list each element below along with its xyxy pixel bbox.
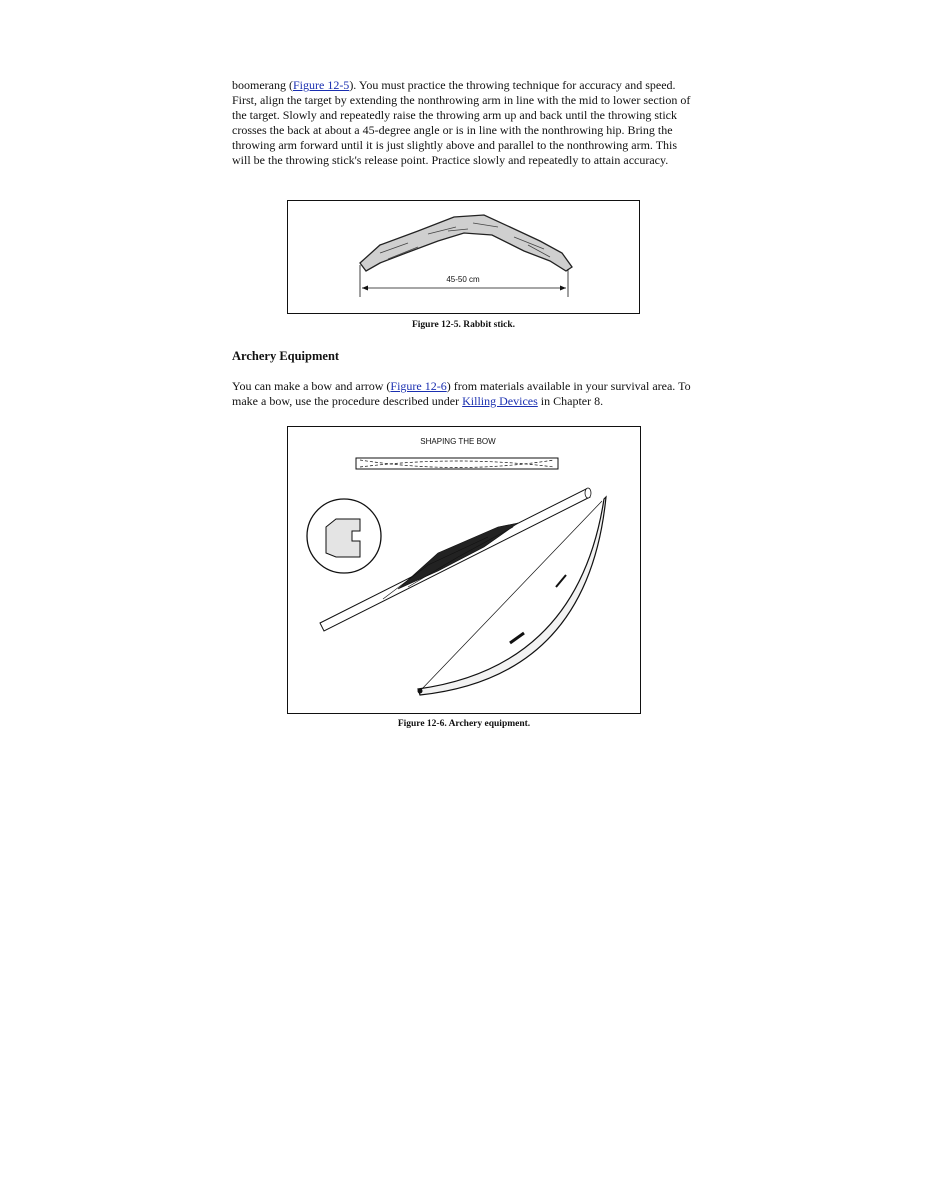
measure-label: 45-50 cm [446, 275, 480, 284]
arrow-end [585, 488, 591, 498]
archery-equipment-figure [287, 426, 641, 714]
figure-12-5-link[interactable]: Figure 12-5 [292, 78, 350, 92]
bow-handle-wrap [510, 633, 524, 643]
rabbit-stick-illustration [288, 201, 641, 315]
arrow-fletching [398, 523, 518, 589]
killing-devices-link[interactable]: Killing Devices [462, 393, 538, 408]
archery-illustration [288, 427, 642, 715]
bow-tip [418, 689, 423, 694]
paragraph-text: boomerang ( [232, 78, 293, 92]
body-paragraph-throwing [232, 78, 698, 167]
shaping-bow-label: SHAPING THE BOW [420, 437, 496, 446]
paragraph-text: You can make a bow and arrow ( [232, 379, 391, 393]
figure-12-5-caption: Figure 12-5. Rabbit stick. [411, 320, 515, 330]
figure-12-6-caption: Figure 12-6. Archery equipment. [397, 719, 531, 729]
rabbit-stick-shape [360, 215, 572, 271]
bow-limb-wrap [556, 575, 566, 587]
paragraph-text: in Chapter 8. [537, 393, 604, 408]
body-paragraph-archery [232, 379, 698, 409]
rabbit-stick-figure [287, 200, 640, 314]
paragraph-text: ) from materials available in your survival area. To make a bow, use the procedure described under [232, 379, 691, 408]
figure-12-6-link[interactable]: Figure 12-6 [390, 379, 447, 393]
section-heading-archery: Archery Equipment [232, 349, 340, 363]
paragraph-text: ). You must practice the throwing technique for accuracy and speed. First, align the target by extending the nonthrowing arm in line with the mid to lower section of the target. Slowly and repeatedly raise the throwing arm up and back until the throwing stick crosses the back at about a 45-degree angle or is in line with the nonthrowing hip. Bring the throwing arm forward until it is just slightly above and parallel to the nonthrowing arm. This will be the throwing stick's release point. Practice slowly and repeatedly to attain accuracy. [232, 78, 691, 167]
